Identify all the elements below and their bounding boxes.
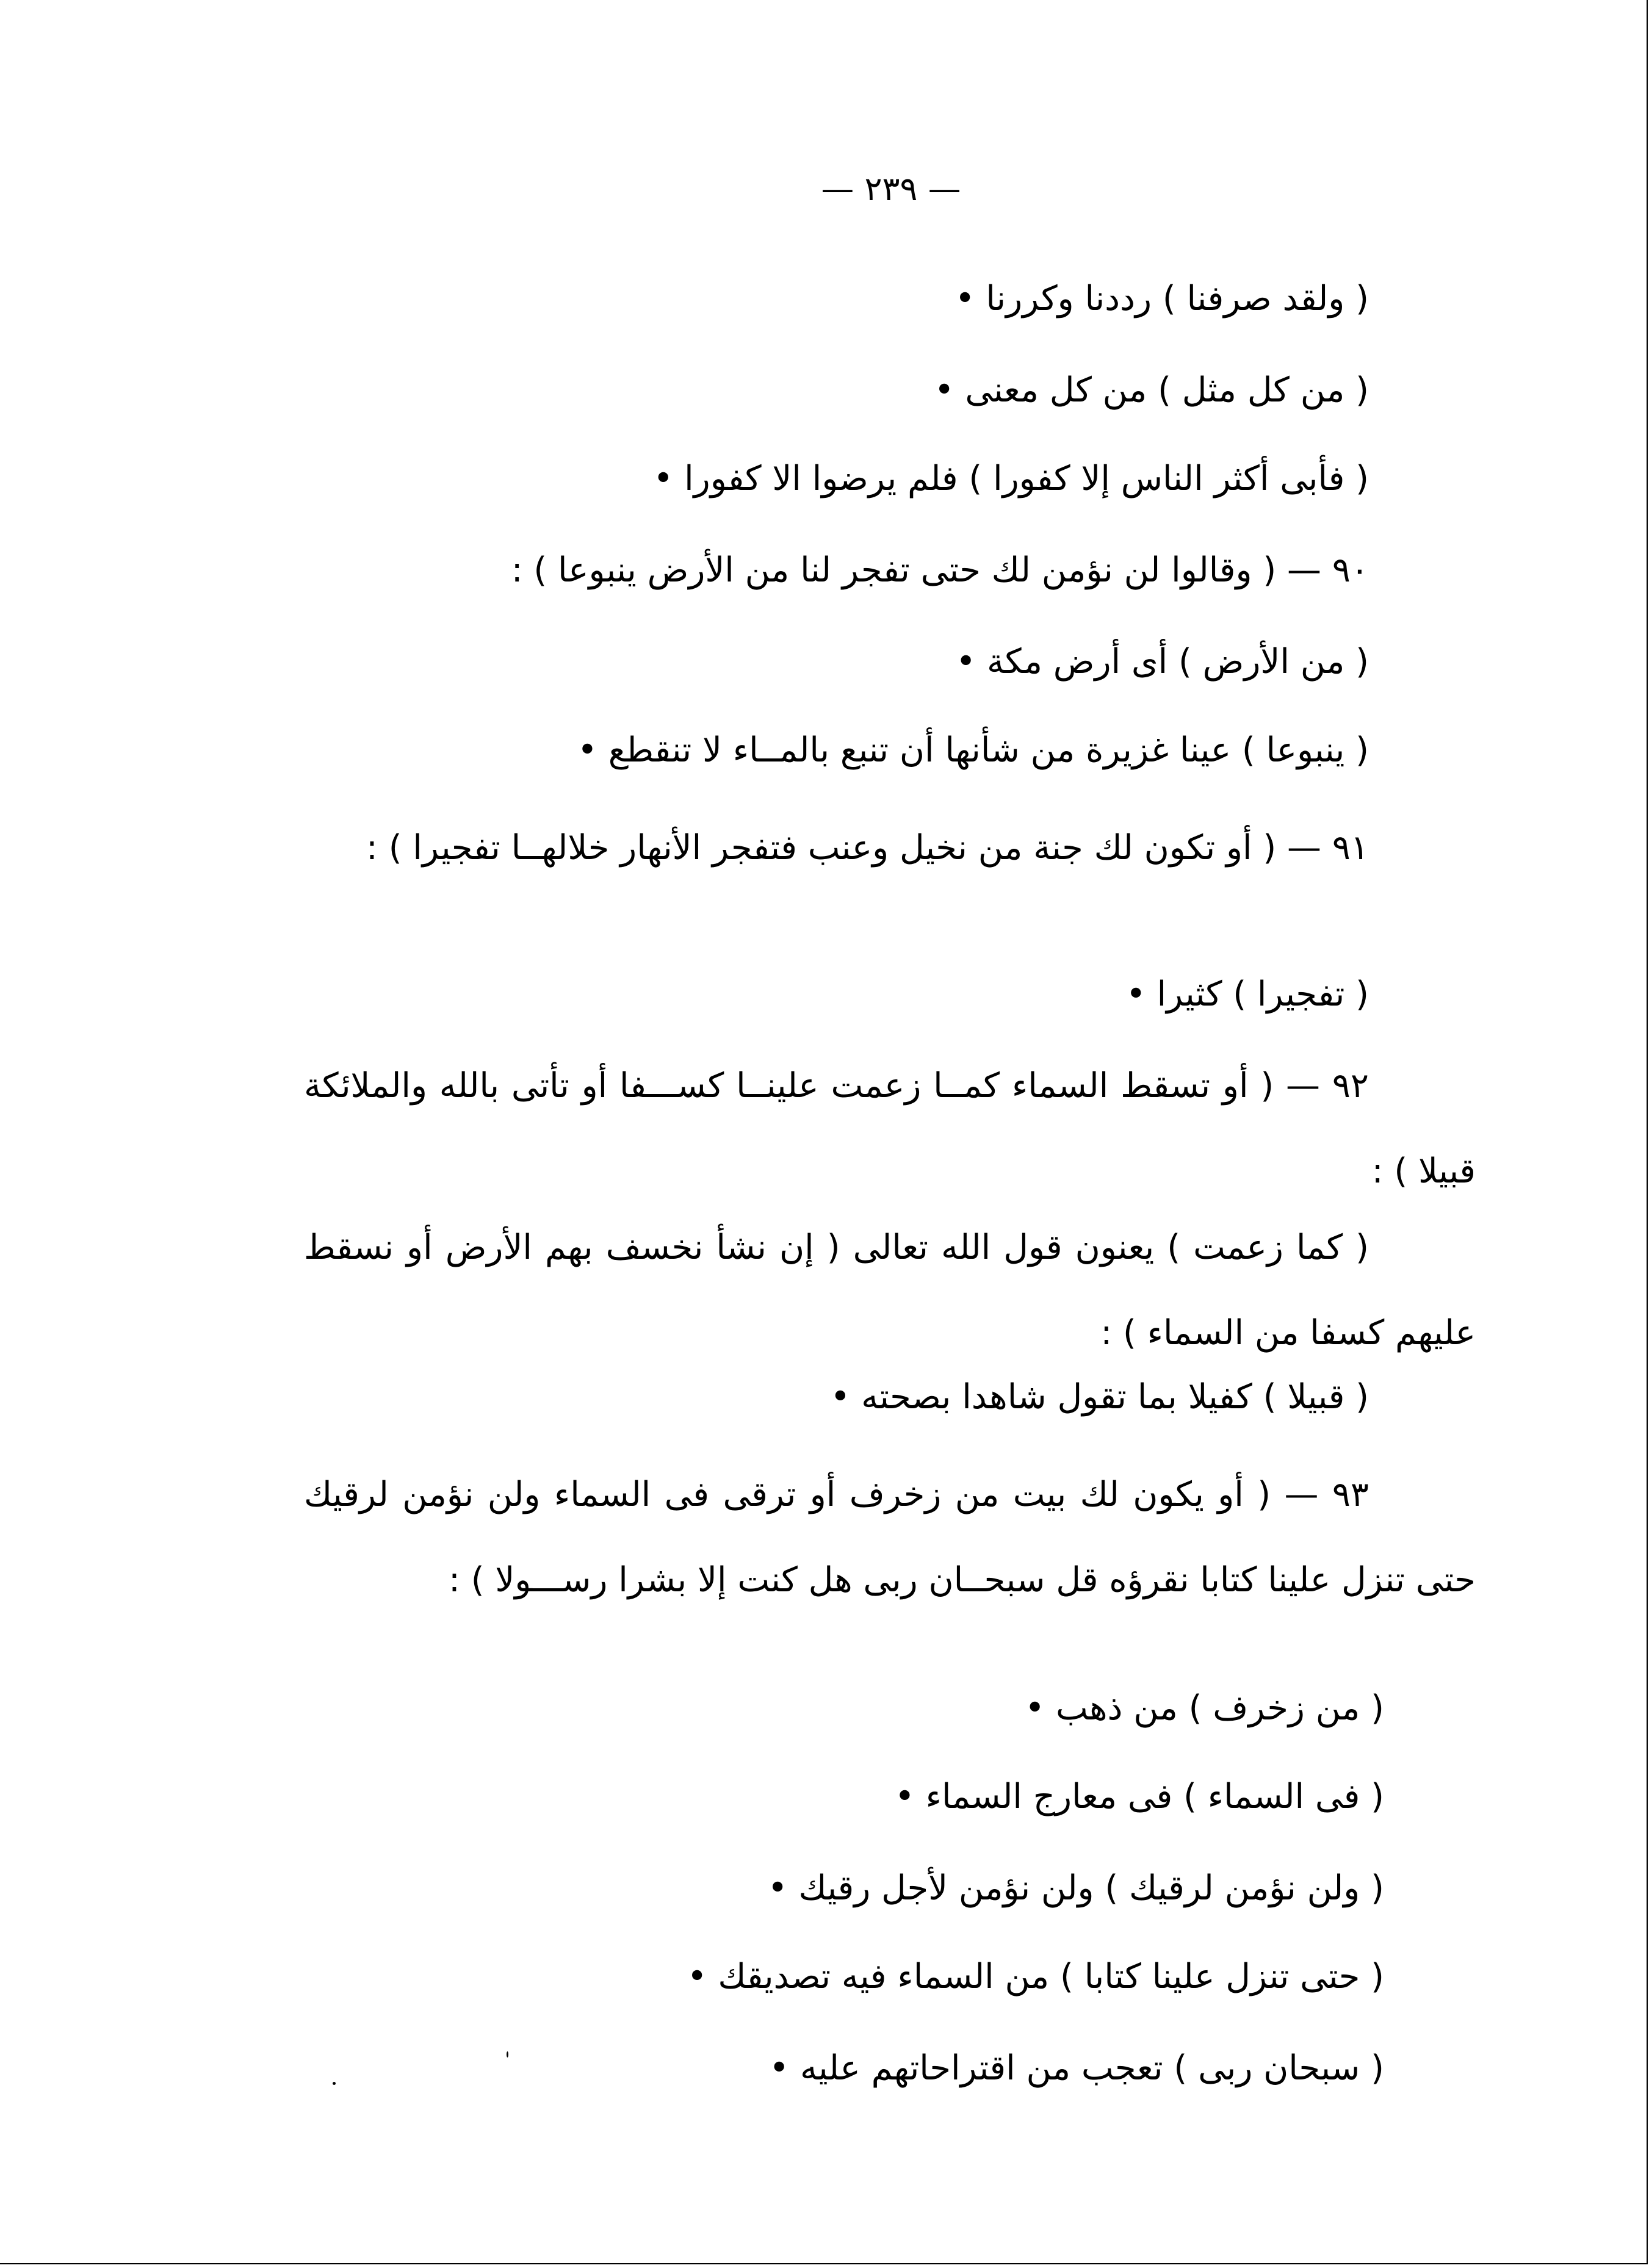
verse-91: [304, 805, 1476, 891]
text-line: ( من الأرض ) أى أرض مكة •: [956, 642, 1369, 682]
verse-92: [304, 1043, 1476, 1214]
text-line: ( من زخرف ) من ذهب •: [1025, 1688, 1384, 1728]
verse-93-text: ٩٣ — ( أو يكون لك بيت من زخرف أو ترقى فى السماء ولن نؤمن لرقيك حتى تنزل علينا كتابا نقرؤه قل سبحــان ربى هل كنت إلا بشرا رســـولا ) :: [304, 1475, 1476, 1600]
text-line: ( سبحان ربى ) تعجب من اقتراحاتهم عليه •: [769, 2048, 1384, 2088]
scan-speck: [507, 2051, 508, 2057]
text-line: ( فى السماء ) فى معارج السماء •: [894, 1777, 1384, 1816]
text-line: ( حتى تنزل علينا كتابا ) من السماء فيه تصديقك •: [687, 1957, 1384, 1996]
text-line: ( فأبى أكثر الناس إلا كفورا ) فلم يرضوا الا كفورا •: [653, 459, 1369, 499]
verse-90: ٩٠ — ( وقالوا لن نؤمن لك حتى تفجر لنا من الأرض ينبوعا ) :: [511, 550, 1369, 590]
text-line: ( ينبوعا ) عينا غزيرة من شأنها أن تنبع بالمــاء لا تنقطع •: [577, 730, 1369, 770]
text-line: ( ولن نؤمن لرقيك ) ولن نؤمن لأجل رقيك •: [767, 1868, 1384, 1908]
text-line: ( من كل مثل ) من كل معنى •: [934, 370, 1369, 410]
verse-91-text: ٩١ — ( أو تكون لك جنة من نخيل وعنب فتفجر الأنهار خلالهــا تفجيرا ) :: [366, 828, 1369, 868]
scan-speck: [333, 2082, 336, 2085]
text-line: ( ولقد صرفنا ) رددنا وكررنا •: [954, 279, 1369, 319]
text-line: ( قبيلا ) كفيلا بما تقول شاهدا بصحته •: [830, 1377, 1369, 1417]
verse-93: [304, 1452, 1476, 1623]
gloss-kama-zaamt: [304, 1205, 1476, 1376]
text-line: ( تفجيرا ) كثيرا •: [1125, 974, 1369, 1014]
page-number: — ٢٣٩ —: [821, 170, 961, 208]
gloss-kama-zaamt-text: ( كما زعمت ) يعنون قول الله تعالى ( إن نشأ نخسف بهم الأرض أو نسقط عليهم كسفا من السماء ) :: [304, 1228, 1476, 1353]
verse-92-text: ٩٢ — ( أو تسقط السماء كمــا زعمت علينــا كســـفا أو تأتى بالله والملائكة قبيلا ) :: [304, 1066, 1476, 1191]
